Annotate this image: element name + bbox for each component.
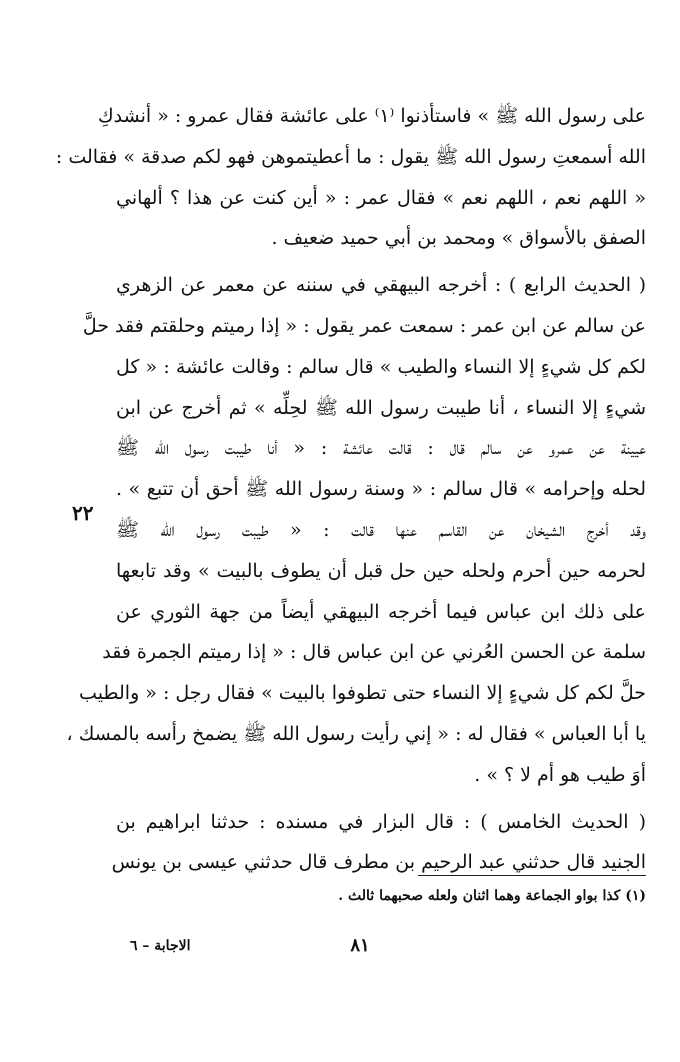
text-line: على ذلك ابن عباس فيما أخرجه البيهقي أيضاً من جهة الثوري عن bbox=[116, 600, 646, 623]
text-line: عن سالم عن ابن عمر : سمعت عمر يقول : « إذا رميتم وحلقتم فقد حلَّ bbox=[82, 314, 646, 337]
text-line: أوَ طيب هو أم لا ؟ » . bbox=[474, 763, 646, 786]
text-line: لكم كل شيءٍ إلا النساء والطيب » قال سالم : وقالت عائشة : « كل bbox=[116, 355, 646, 378]
margin-page-reference: ٢٢ bbox=[72, 501, 94, 525]
text-line: لحرمه حين أحرم ولحله حين حل قبل أن يطوف بالبيت » وقد تابعها bbox=[116, 559, 646, 582]
text-line: حلَّ لكم كل شيءٍ إلا النساء حتى تطوفوا بالبيت » فقال رجل : « والطيب bbox=[79, 682, 646, 705]
page-number: ٨١ bbox=[350, 935, 370, 956]
text-line: لحله وإحرامه » قال سالم : « وسنة رسول الله ﷺ أحق أن تتبع » . bbox=[116, 478, 646, 501]
printer-signature: الاجابة – ٦ bbox=[130, 938, 191, 954]
text-line: ( الحديث الخامس ) : قال البزار في مسنده : حدثنا ابراهيم بن bbox=[116, 810, 646, 833]
text-line: وقد أخرج الشيخان عن القاسم عنها قالت : « طيبت رسول الله ﷺ bbox=[116, 518, 646, 541]
text-line: على رسول الله ﷺ » فاستأذنوا ⁽١⁾ على عائشة فقال عمرو : « أنشدكِ bbox=[98, 105, 646, 127]
footnote: (١) كذا بواو الجماعة وهما اثنان ولعله صحبهما ثالث . bbox=[338, 888, 646, 904]
text-line: سلمة عن الحسن العُرني عن ابن عباس قال : « إذا رميتم الجمرة فقد bbox=[102, 641, 646, 664]
text-line: عيينة عن عمرو عن سالم قال : قالت عائشة : « أنا طيبت رسول الله ﷺ bbox=[116, 437, 646, 460]
text-line: الله أسمعتِ رسول الله ﷺ يقول : ما أعطيتموهن فهو لكم صدقة » فقالت : bbox=[55, 145, 646, 168]
text-line: « اللهم نعم ، اللهم نعم » فقال عمر : « أين كنت عن هذا ؟ ألهاني bbox=[116, 186, 646, 209]
text-line: يا أبا العباس » فقال له : « إني رأيت رسول الله ﷺ يضمخ رأسه بالمسك ، bbox=[66, 722, 646, 745]
text-line: الصفق بالأسواق » ومحمد بن أبي حميد ضعيف . bbox=[271, 227, 646, 250]
text-line: شيءٍ إلا النساء ، أنا طيبت رسول الله ﷺ لحِلِّه » ثم أخرج عن ابن bbox=[116, 396, 646, 419]
text-line: الجنيد قال حدثني عبد الرحيم بن مطرف قال حدثني عيسى بن يونس bbox=[111, 851, 646, 874]
footnote-divider bbox=[418, 875, 646, 876]
text-line: ( الحديث الرابع ) : أخرجه البيهقي في سننه عن معمر عن الزهري bbox=[116, 274, 646, 297]
